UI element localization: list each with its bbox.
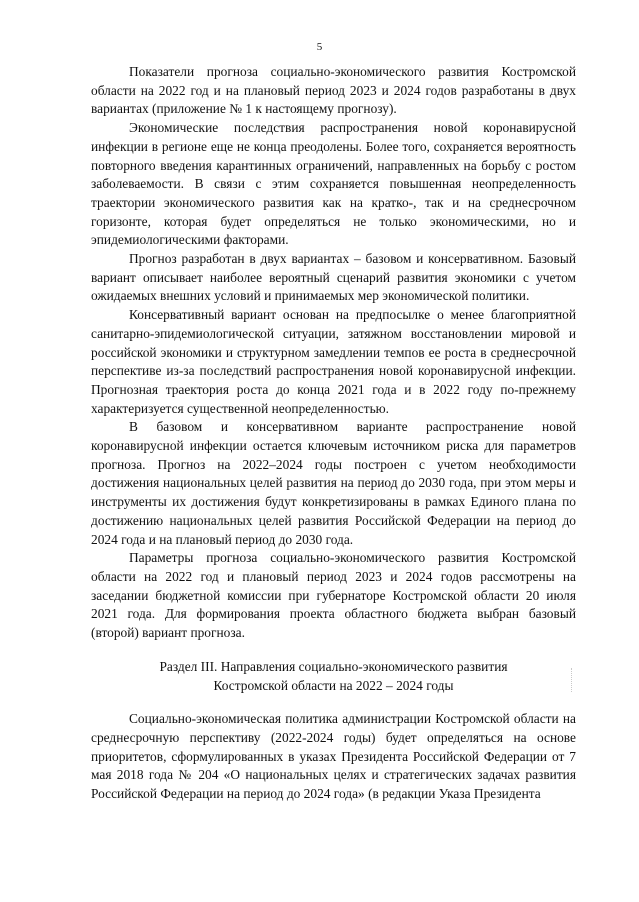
paragraph-two-variants: Прогноз разработан в двух вариантах – базовом и консервативном. Базовый вариант описывает наиболее вероятный сценарий развития экономики с учетом ожидаемых внешних условий и принимаемых мер экономической политики. [91, 251, 576, 304]
paragraph-economic-consequences: Экономические последствия распространения новой коронавирусной инфекции в регионе еще не конца преодолены. Более того, сохраняется вероятность повторного введения карантинных ограничений, направленных на борьбу с ростом заболеваемости. В связи с этим сохраняется повышенная неопределенность траектории экономического развития как на кратко-, так и на среднесрочном горизонте, которая будет определяться не только экономическими, но и эпидемиологическими факторами. [91, 120, 576, 248]
paragraph-risk-source: В базовом и консервативном варианте распространение новой коронавирусной инфекции остается ключевым источником риска для параметров прогноза. Прогноз на 2022–2024 годы построен с учетом необходимости достижения национальных целей развития на период до 2030 года, при этом меры и инструменты их достижения будут конкретизированы в рамках Единого плана по достижению национальных целей развития Российской Федерации на период до 2024 года и на плановый период до 2030 года. [91, 419, 576, 547]
paragraph-conservative-variant: Консервативный вариант основан на предпосылке о менее благоприятной санитарно-эпидемиологической ситуации, затяжном восстановлении мировой и российской экономики и структурном замедлении темпов ее роста в среднесрочной перспективе из-за последствий распространения новой коронавирусной инфекции. Прогнозная траектория роста до конца 2021 года и в 2022 году по-прежнему характеризуется существенной неопределенностью. [91, 307, 576, 416]
paragraph-policy-priorities: Социально-экономическая политика администрации Костромской области на среднесрочную перспективу (2022-2024 годы) будет определяться на основе приоритетов, сформулированных в указах Президента Российской Федерации от 7 мая 2018 года № 204 «О национальных целях и стратегических задачах развития Российской Федерации на период до 2024 года» (в редакции Указа Президента [91, 711, 576, 802]
section-heading-line-2: Костромской области на 2022 – 2024 годы [213, 677, 454, 693]
paragraph-forecast-variants: Показатели прогноза социально-экономического развития Костромской области на 2022 год и на плановый период 2023 и 2024 годов разработаны в двух вариантах (приложение № 1 к настоящему прогнозу). [91, 64, 576, 117]
scan-edge-mark [571, 668, 574, 692]
paragraph-budget-commission: Параметры прогноза социально-экономического развития Костромской области на 2022 год и плановый период 2023 и 2024 годов рассмотрены на заседании бюджетной комиссии при губернаторе Костромской области 20 июля 2021 года. Для формирования проекта областного бюджета выбран базовый (второй) вариант прогноза. [91, 550, 576, 641]
section-heading [91, 658, 576, 695]
document-body [91, 63, 576, 804]
section-heading-line-1: Раздел III. Направления социально-экономического развития [159, 658, 508, 674]
page-number: 5 [316, 41, 323, 53]
